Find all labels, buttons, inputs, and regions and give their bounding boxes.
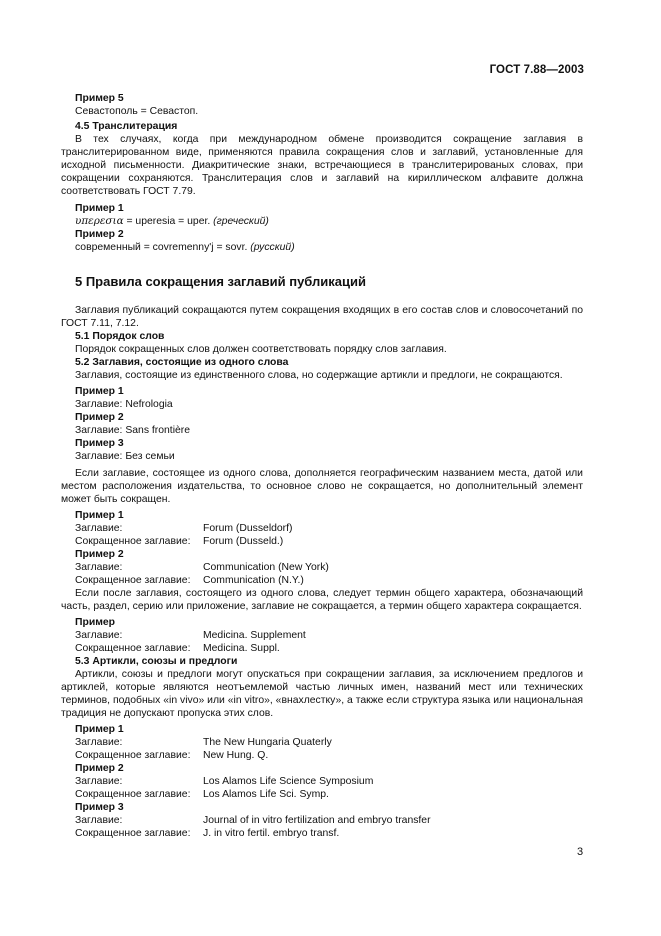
abbr-row: Сокращенное заглавие: Communication (N.Y.) bbox=[75, 575, 304, 586]
example-label: Пример 1 bbox=[75, 510, 124, 521]
section-5-2-paragraph-3: Если после заглавия, состоящего из одного слова, следует термин общего характера, обозначающий часть, раздел, серию или приложение, заглавие не сокращается, а термин общего характера сокращается. bbox=[61, 588, 583, 612]
example-text: современный = covremenny'j = sovr. bbox=[75, 242, 251, 253]
language-note: (греческий) bbox=[213, 216, 269, 227]
example-text: Севастополь = Севастоп. bbox=[75, 106, 199, 117]
section-5-2-paragraph-2: Если заглавие, состоящее из одного слова, дополняется географическим названием места, датой или местом расположения издательства, то основное слово не сокращается, но дополнительный элемент может быть сокращен. bbox=[61, 468, 583, 505]
example-russian-line bbox=[61, 241, 583, 254]
abbr-row: Сокращенное заглавие: Los Alamos Life Sci. Symp. bbox=[75, 789, 329, 800]
section-5-2-text: Заглавия, состоящие из единственного слова, но содержащие артикли и предлоги, не сокращаются. bbox=[75, 370, 563, 381]
section-5-heading: 5 Правила сокращения заглавий публикаций bbox=[75, 274, 366, 289]
example-label: Пример 3 bbox=[75, 802, 124, 813]
section-5-intro: Заглавия публикаций сокращаются путем сокращения входящих в его состав слов и словосочетаний по ГОСТ 7.11, 7.12. bbox=[61, 305, 583, 329]
example-label: Пример 2 bbox=[75, 412, 124, 423]
example-label: Пример 3 bbox=[75, 438, 124, 449]
section-5-1-text: Порядок сокращенных слов должен соответствовать порядку слов заглавия. bbox=[75, 344, 447, 355]
section-5-3-heading: 5.3 Артикли, союзы и предлоги bbox=[75, 656, 238, 667]
example-text: Заглавие: Sans frontière bbox=[75, 425, 191, 436]
document-body bbox=[61, 92, 583, 840]
example-label: Пример 2 bbox=[75, 229, 124, 240]
title-row: Заглавие: The New Hungaria Quaterly bbox=[75, 737, 332, 748]
document-header: ГОСТ 7.88—2003 bbox=[489, 64, 584, 76]
section-5-3-paragraph: Артикли, союзы и предлоги могут опускаться при сокращении заглавия, за исключением предлогов и артиклей, которые являются неотъемлемой частью личных имен, названий мест или технических терминов, подобных «in vivo» или «in vitro», «внахлестку», а также если структура языка или национальная традиция не допускают пропуска этих слов. bbox=[61, 669, 583, 719]
example-text: Заглавие: Nefrologia bbox=[75, 399, 173, 410]
title-row: Заглавие: Journal of in vitro fertilization and embryo transfer bbox=[75, 815, 431, 826]
example-greek-line bbox=[61, 215, 583, 228]
section-4-5-heading: 4.5 Транслитерация bbox=[75, 121, 178, 132]
section-5-1-heading: 5.1 Порядок слов bbox=[75, 331, 165, 342]
example-label: Пример 1 bbox=[75, 386, 124, 397]
title-row: Заглавие: Communication (New York) bbox=[75, 562, 329, 573]
example-label: Пример bbox=[75, 617, 116, 628]
example-label: Пример 5 bbox=[75, 93, 124, 104]
page-number: 3 bbox=[577, 846, 584, 858]
title-row: Заглавие: Medicina. Supplement bbox=[75, 630, 306, 641]
abbr-row: Сокращенное заглавие: New Hung. Q. bbox=[75, 750, 269, 761]
example-label: Пример 2 bbox=[75, 549, 124, 560]
language-note: (русский) bbox=[250, 242, 295, 253]
abbr-row: Сокращенное заглавие: Medicina. Suppl. bbox=[75, 643, 280, 654]
section-5-2-heading: 5.2 Заглавия, состоящие из одного слова bbox=[75, 357, 289, 368]
example-label: Пример 2 bbox=[75, 763, 124, 774]
example-label: Пример 1 bbox=[75, 724, 124, 735]
example-text: = uperesia = uper. bbox=[123, 216, 214, 227]
greek-word: υπερεσια bbox=[75, 215, 124, 227]
abbr-row: Сокращенное заглавие: Forum (Dusseld.) bbox=[75, 536, 284, 547]
abbr-row: Сокращенное заглавие: J. in vitro fertil. embryo transf. bbox=[75, 828, 340, 839]
title-row: Заглавие: Los Alamos Life Science Symposium bbox=[75, 776, 374, 787]
example-label: Пример 1 bbox=[75, 203, 124, 214]
title-row: Заглавие: Forum (Dusseldorf) bbox=[75, 523, 293, 534]
example-text: Заглавие: Без семьи bbox=[75, 451, 175, 462]
section-4-5-paragraph: В тех случаях, когда при международном обмене производится сокращение заглавия в транслитерированном виде, применяются правила сокращения слов и заглавий, установленные для исходной письменности. Диакритические знаки, встречающиеся в транслитерированых словах, при сокращении сохраняются. Транслитерация слов и заглавий на кириллическом алфавите должна соответствовать ГОСТ 7.79. bbox=[61, 134, 583, 197]
